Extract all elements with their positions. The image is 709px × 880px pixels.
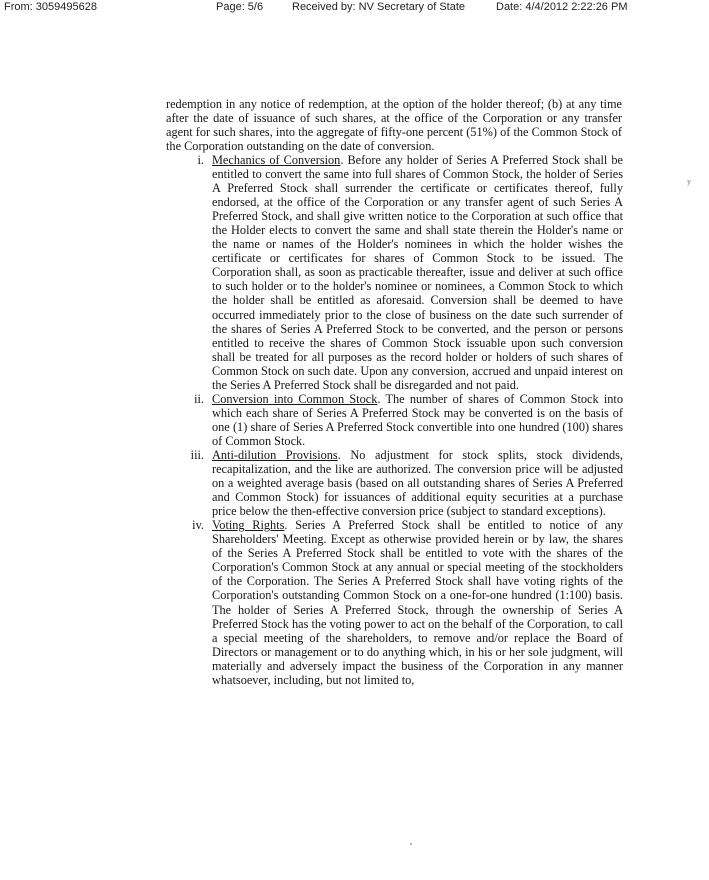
provision-text: . Series A Preferred Stock shall be entitled to notice of any Shareholders' Meeting. Except as otherwise provided herein or by law, the shares of the Series A Preferred Stock shall be entitled to vote with the shares of the Corporation's Common Stock at any annual or special meeting of the stockholders of the Corporation. The Series A Preferred Stock shall have voting rights of the Corporation's outstanding Common Stock on a one-for-one hundred (1:100) basis. The holder of Series A Preferred Stock, through the ownership of Series A Preferred Stock has the voting power to act on the behalf of the Corporation, to call a special meeting of the shareholders, to remove and/or replace the Board of Directors or management or to do anything which, in his or her sole judgment, will materially and adversely impact the business of the Corporation in any manner whatsoever, including, but not limited to,: [212, 518, 623, 687]
provision-body: [212, 392, 623, 448]
provision-item-conversion-into-common-stock: [0, 392, 709, 448]
conversion-provisions-list: [0, 153, 709, 687]
provision-body: [212, 518, 623, 687]
provision-heading: Mechanics of Conversion: [212, 153, 341, 167]
provision-heading: Conversion into Common Stock: [212, 391, 378, 406]
provision-text: . The number of shares of Common Stock into which each share of Series A Preferred Stock may be converted is on the basis of one (1) share of Series A Preferred Stock convertible into one hundred (100) shares of Common Stock.: [212, 391, 623, 448]
scan-artifact-mark: y: [687, 177, 691, 186]
intro-paragraph: redemption in any notice of redemption, at the option of the holder thereof; (b) at any time after the date of issuance of such shares, at the office of the Corporation or any transfer agent for such shares, into the aggregate of fifty-one percent (51%) of the Common Stock of the Corporation outstanding on the date of conversion.: [166, 97, 622, 154]
provision-heading: Voting Rights: [212, 518, 285, 533]
provision-item-mechanics-of-conversion: [0, 153, 709, 392]
fax-page-number: Page: 5/6: [216, 1, 264, 13]
fax-received-by: Received by: NV Secretary of State: [292, 1, 466, 13]
provision-numeral: iv.: [192, 518, 204, 533]
provision-item-voting-rights: [0, 518, 709, 687]
provision-item-anti-dilution: [0, 448, 709, 518]
scan-artifact-speck: [410, 843, 412, 845]
provision-numeral: ii.: [194, 391, 204, 406]
provision-text: . No adjustment for stock splits, stock dividends, recapitalization, and the like are authorized. The conversion price will be adjusted on a weighted average basis (based on all outstanding shares of Series A Preferred and Common Stock) for issuances of additional equity securities at a purchase price below the then-effective conversion price (subject to standard exceptions).: [212, 447, 623, 519]
fax-transmission-header: [0, 0, 709, 16]
fax-date: Date: 4/4/2012 2:22:26 PM: [496, 1, 628, 13]
provision-heading: Anti-dilution Provisions: [212, 447, 338, 462]
provision-numeral: i.: [197, 153, 204, 167]
fax-from: From: 3059495628: [4, 1, 97, 13]
provision-text: . Before any holder of Series A Preferred Stock shall be entitled to convert the same into full shares of Common Stock, the holder of Series A Preferred Stock shall surrender the certificate or certificates thereof, fully endorsed, at the office of the Corporation or any transfer agent of such Series A Preferred Stock, and shall give written notice to the Corporation at such office that the Holder elects to convert the same and shall state therein the Holder's name or the name or names of the Holder's nominees in which the holder wishes the certificate or certificates for shares of Common Stock to be issued. The Corporation shall, as soon as practicable thereafter, issue and deliver at such office to such holder or to the holder's nominee or nominees, a Common Stock to which the holder shall be entitled as aforesaid. Conversion shall be deemed to have occurred immediately prior to the close of business on the date such surrender of the shares of Series A Preferred Stock to be converted, and the person or persons entitled to receive the shares of Common Stock issuable upon such conversion shall be treated for all purposes as the record holder or holders of such shares of Common Stock on such date. Upon any conversion, accrued and unpaid interest on the Series A Preferred Stock shall be disregarded and not paid.: [212, 153, 624, 392]
provision-numeral: iii.: [190, 447, 204, 462]
provision-body: [212, 448, 623, 518]
provision-body: [212, 153, 623, 392]
